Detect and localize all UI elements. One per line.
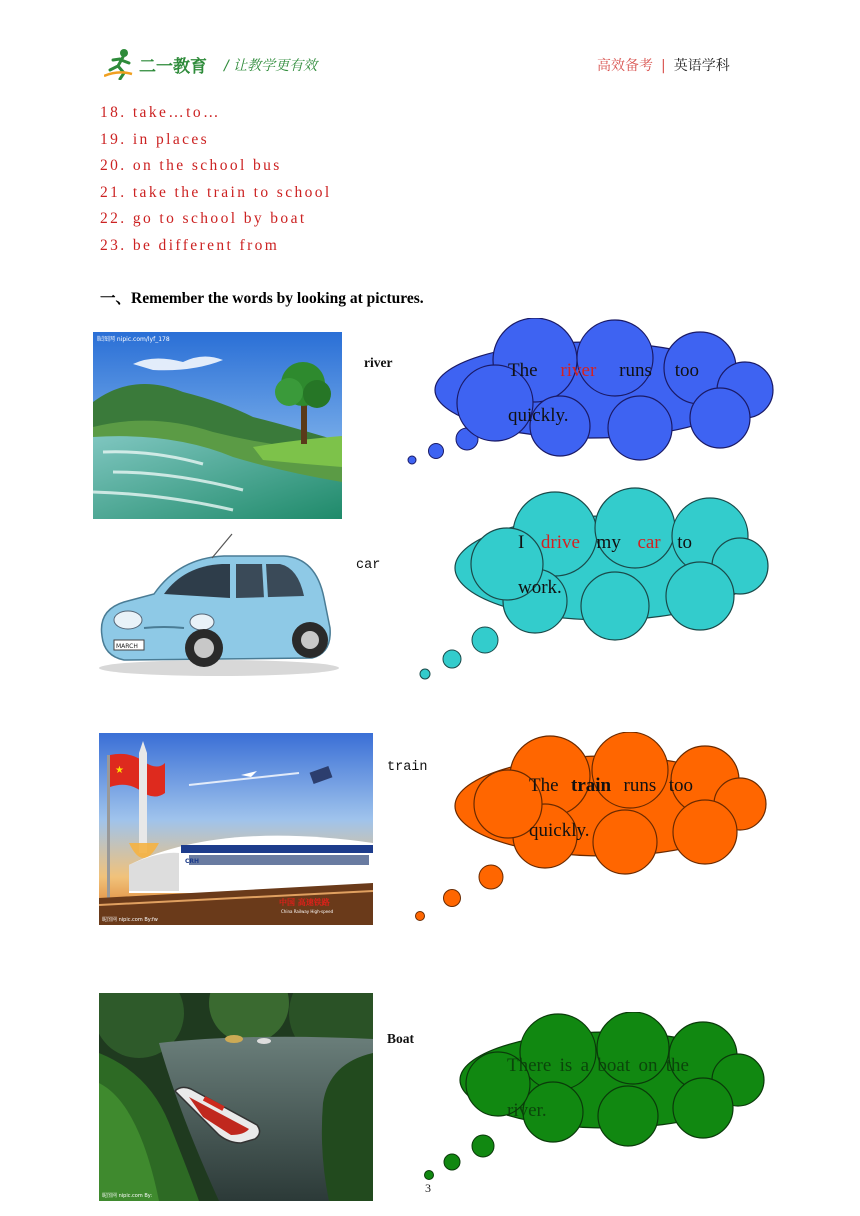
phrase-item: 20. on the school bus <box>100 157 282 174</box>
phrase-item: 19. in places <box>100 130 210 148</box>
sentence-text: The <box>508 360 561 381</box>
svg-text:昵图网 nipic.com By:: 昵图网 nipic.com By: <box>102 1193 153 1199</box>
train-picture <box>99 733 373 925</box>
thought-bubbles <box>408 428 478 464</box>
section-heading: 一、Remember the words by looking at pictures. <box>100 290 424 307</box>
svg-text:昵图网 nipic.com/lyf_178: 昵图网 nipic.com/lyf_178 <box>97 336 170 343</box>
boat-picture <box>99 993 373 1201</box>
highlight-word: drive <box>540 532 580 553</box>
svg-text:China Railway High-speed: China Railway High-speed <box>281 909 334 914</box>
svg-text:二一教育: 二一教育 <box>139 57 207 77</box>
phrase-list <box>100 100 332 259</box>
phrase-item: 18. take…to… <box>100 104 221 121</box>
brand-slogan: / 让教学更有效 <box>224 58 318 74</box>
header-subject-label: 英语学科 <box>673 58 730 74</box>
word-boat: Boat <box>387 1031 414 1046</box>
thought-bubbles <box>416 865 504 921</box>
svg-text:昵图网 nipic.com By:fw: 昵图网 nipic.com By:fw <box>102 917 158 923</box>
header-subject <box>597 55 730 75</box>
sentence-text: There is a boat on the river. <box>507 1055 689 1121</box>
svg-text:MARCH: MARCH <box>116 643 138 650</box>
phrase-item: 21. take the train to school <box>100 183 332 201</box>
word-train: train <box>387 760 428 775</box>
highlight-word: river <box>560 360 597 381</box>
word-car: car <box>356 558 381 573</box>
car-sentence <box>518 520 692 610</box>
svg-text:★: ★ <box>115 765 124 776</box>
river-sentence <box>508 348 699 438</box>
svg-text:CRH: CRH <box>185 858 200 865</box>
sentence-text: runs too quickly. <box>508 360 699 426</box>
thought-bubbles <box>425 1135 495 1180</box>
train-sentence <box>529 763 693 853</box>
phrase-item: 22. go to school by boat <box>100 210 307 227</box>
thought-bubbles <box>420 627 498 679</box>
word-river: river <box>364 355 393 370</box>
car-picture <box>84 528 346 680</box>
header-prep-label: 高效备考 <box>597 58 653 74</box>
highlight-word: train <box>571 775 612 796</box>
sentence-text: to work. <box>518 532 693 598</box>
header-separator: | <box>661 58 666 74</box>
sentence-text: runs too quickly. <box>529 775 694 841</box>
page-number: 3 <box>425 1181 431 1195</box>
boat-sentence <box>507 1043 689 1133</box>
runner-icon <box>104 49 132 79</box>
sentence-text: The <box>529 775 571 796</box>
highlight-word: car <box>637 532 661 553</box>
brand-logo <box>104 46 212 80</box>
phrase-item: 23. be different from <box>100 236 280 254</box>
sentence-text: my <box>579 532 638 553</box>
svg-text:中国 高速铁路: 中国 高速铁路 <box>279 898 330 907</box>
sentence-text: I <box>518 532 541 553</box>
river-picture <box>93 332 342 519</box>
